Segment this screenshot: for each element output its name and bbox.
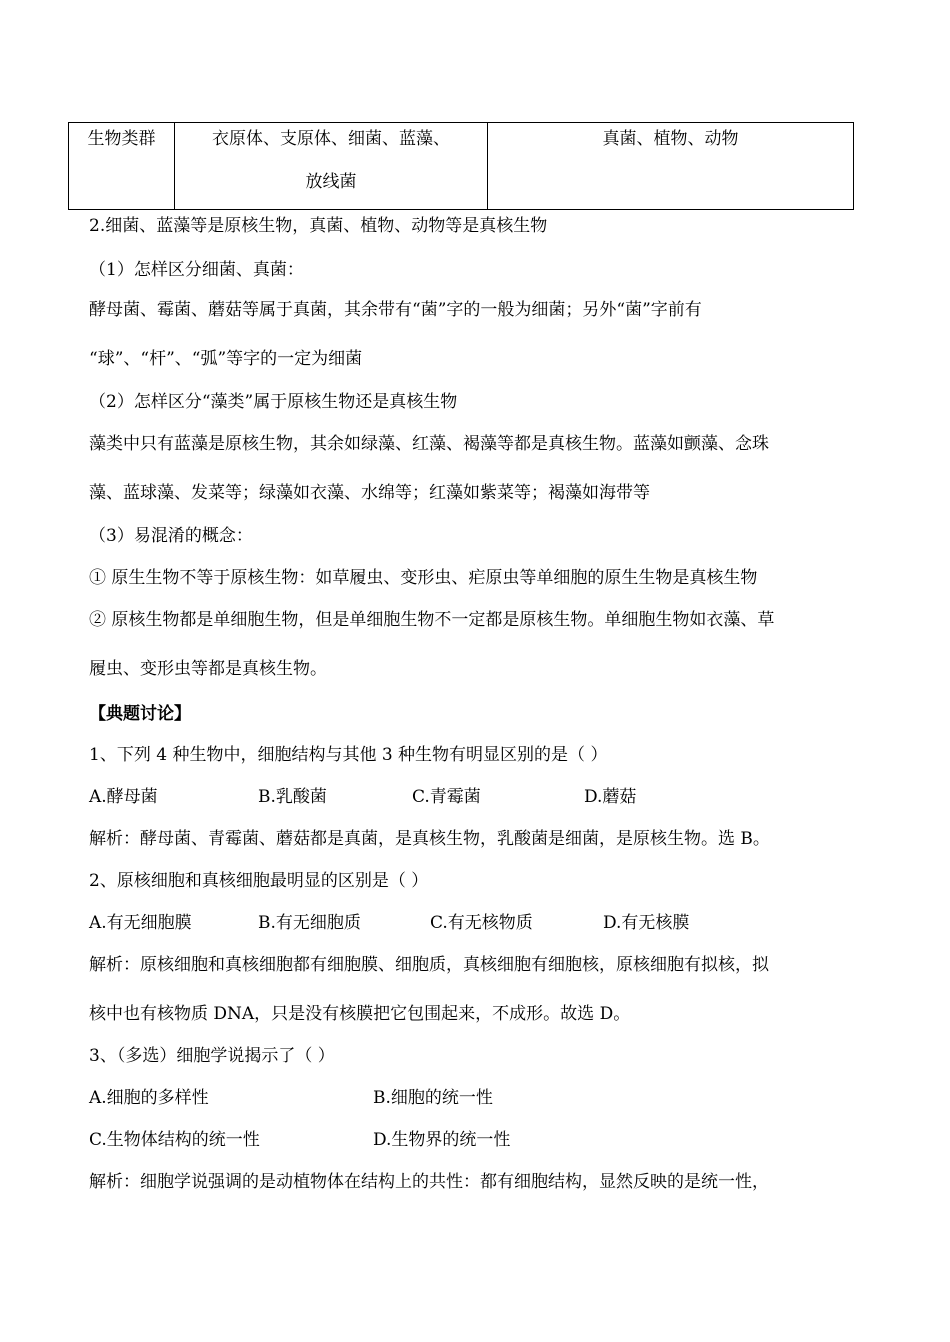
q1-line-1: 酵母菌、霉菌、蘑菇等属于真菌，其余带有“菌”字的一般为细菌；另外“菌”字前有 — [89, 300, 702, 320]
q1-title: （1）怎样区分细菌、真菌： — [89, 260, 304, 280]
question-1-option-b: B.乳酸菌 — [258, 787, 327, 807]
point-2: 2.细菌、蓝藻等是原核生物，真菌、植物、动物等是真核生物 — [89, 216, 548, 236]
question-2-option-a: A.有无细胞膜 — [89, 913, 192, 933]
q3-item-2-line-2: 履虫、变形虫等都是真核生物。 — [89, 659, 327, 679]
q3-title: （3）易混淆的概念： — [89, 526, 253, 546]
question-3-option-c: C.生物体结构的统一性 — [89, 1130, 260, 1150]
question-3-option-d: D.生物界的统一性 — [373, 1130, 511, 1150]
section-heading: 【典题讨论】 — [89, 704, 191, 724]
question-2-option-c: C.有无核物质 — [430, 913, 533, 933]
question-3-option-a: A.细胞的多样性 — [89, 1088, 209, 1108]
question-1-option-a: A.酵母菌 — [89, 787, 158, 807]
question-2-analysis-line-1: 解析：原核细胞和真核细胞都有细胞膜、细胞质，真核细胞有细胞核，原核细胞有拟核，拟 — [89, 955, 769, 975]
q2-line-2: 藻、蓝球藻、发菜等；绿藻如衣藻、水绵等；红藻如紫菜等；褐藻如海带等 — [89, 483, 650, 503]
question-1-analysis: 解析：酵母菌、青霉菌、蘑菇都是真菌，是真核生物，乳酸菌是细菌，是原核生物。选 B。 — [89, 829, 770, 849]
prokaryote-line-2: 放线菌 — [305, 172, 357, 192]
q3-item-1: ① 原生生物不等于原核生物：如草履虫、变形虫、疟原虫等单细胞的原生生物是真核生物 — [89, 568, 758, 588]
row-label: 生物类群 — [87, 129, 156, 149]
classification-table — [68, 122, 854, 210]
question-2-stem: 2、原核细胞和真核细胞最明显的区别是（ ） — [89, 871, 429, 891]
prokaryote-cell — [175, 123, 488, 210]
question-2-analysis-line-2: 核中也有核物质 DNA，只是没有核膜把它包围起来，不成形。故选 D。 — [89, 1004, 631, 1024]
question-1-option-d: D.蘑菇 — [584, 787, 637, 807]
q2-title: （2）怎样区分“藻类”属于原核生物还是真核生物 — [89, 392, 458, 412]
q2-line-1: 藻类中只有蓝藻是原核生物，其余如绿藻、红藻、褐藻等都是真核生物。蓝藻如颤藻、念珠 — [89, 434, 769, 454]
eukaryote-text: 真菌、植物、动物 — [602, 129, 739, 149]
q3-item-2-line-1: ② 原核生物都是单细胞生物，但是单细胞生物不一定都是原核生物。单细胞生物如衣藻、草 — [89, 610, 775, 630]
question-3-option-b: B.细胞的统一性 — [373, 1088, 493, 1108]
prokaryote-line-1: 衣原体、支原体、细菌、蓝藻、 — [212, 129, 450, 149]
question-1-option-c: C.青霉菌 — [412, 787, 481, 807]
row-label-cell — [69, 123, 175, 210]
question-3-stem: 3、（多选）细胞学说揭示了（ ） — [89, 1046, 335, 1066]
eukaryote-cell — [488, 123, 854, 210]
q1-line-2: “球”、“杆”、“弧”等字的一定为细菌 — [89, 349, 363, 369]
question-3-analysis: 解析：细胞学说强调的是动植物体在结构上的共性：都有细胞结构，显然反映的是统一性， — [89, 1172, 769, 1192]
question-2-option-b: B.有无细胞质 — [258, 913, 361, 933]
question-1-stem: 1、下列 4 种生物中，细胞结构与其他 3 种生物有明显区别的是（ ） — [89, 745, 608, 765]
question-2-option-d: D.有无核膜 — [603, 913, 690, 933]
table-row — [69, 123, 854, 210]
